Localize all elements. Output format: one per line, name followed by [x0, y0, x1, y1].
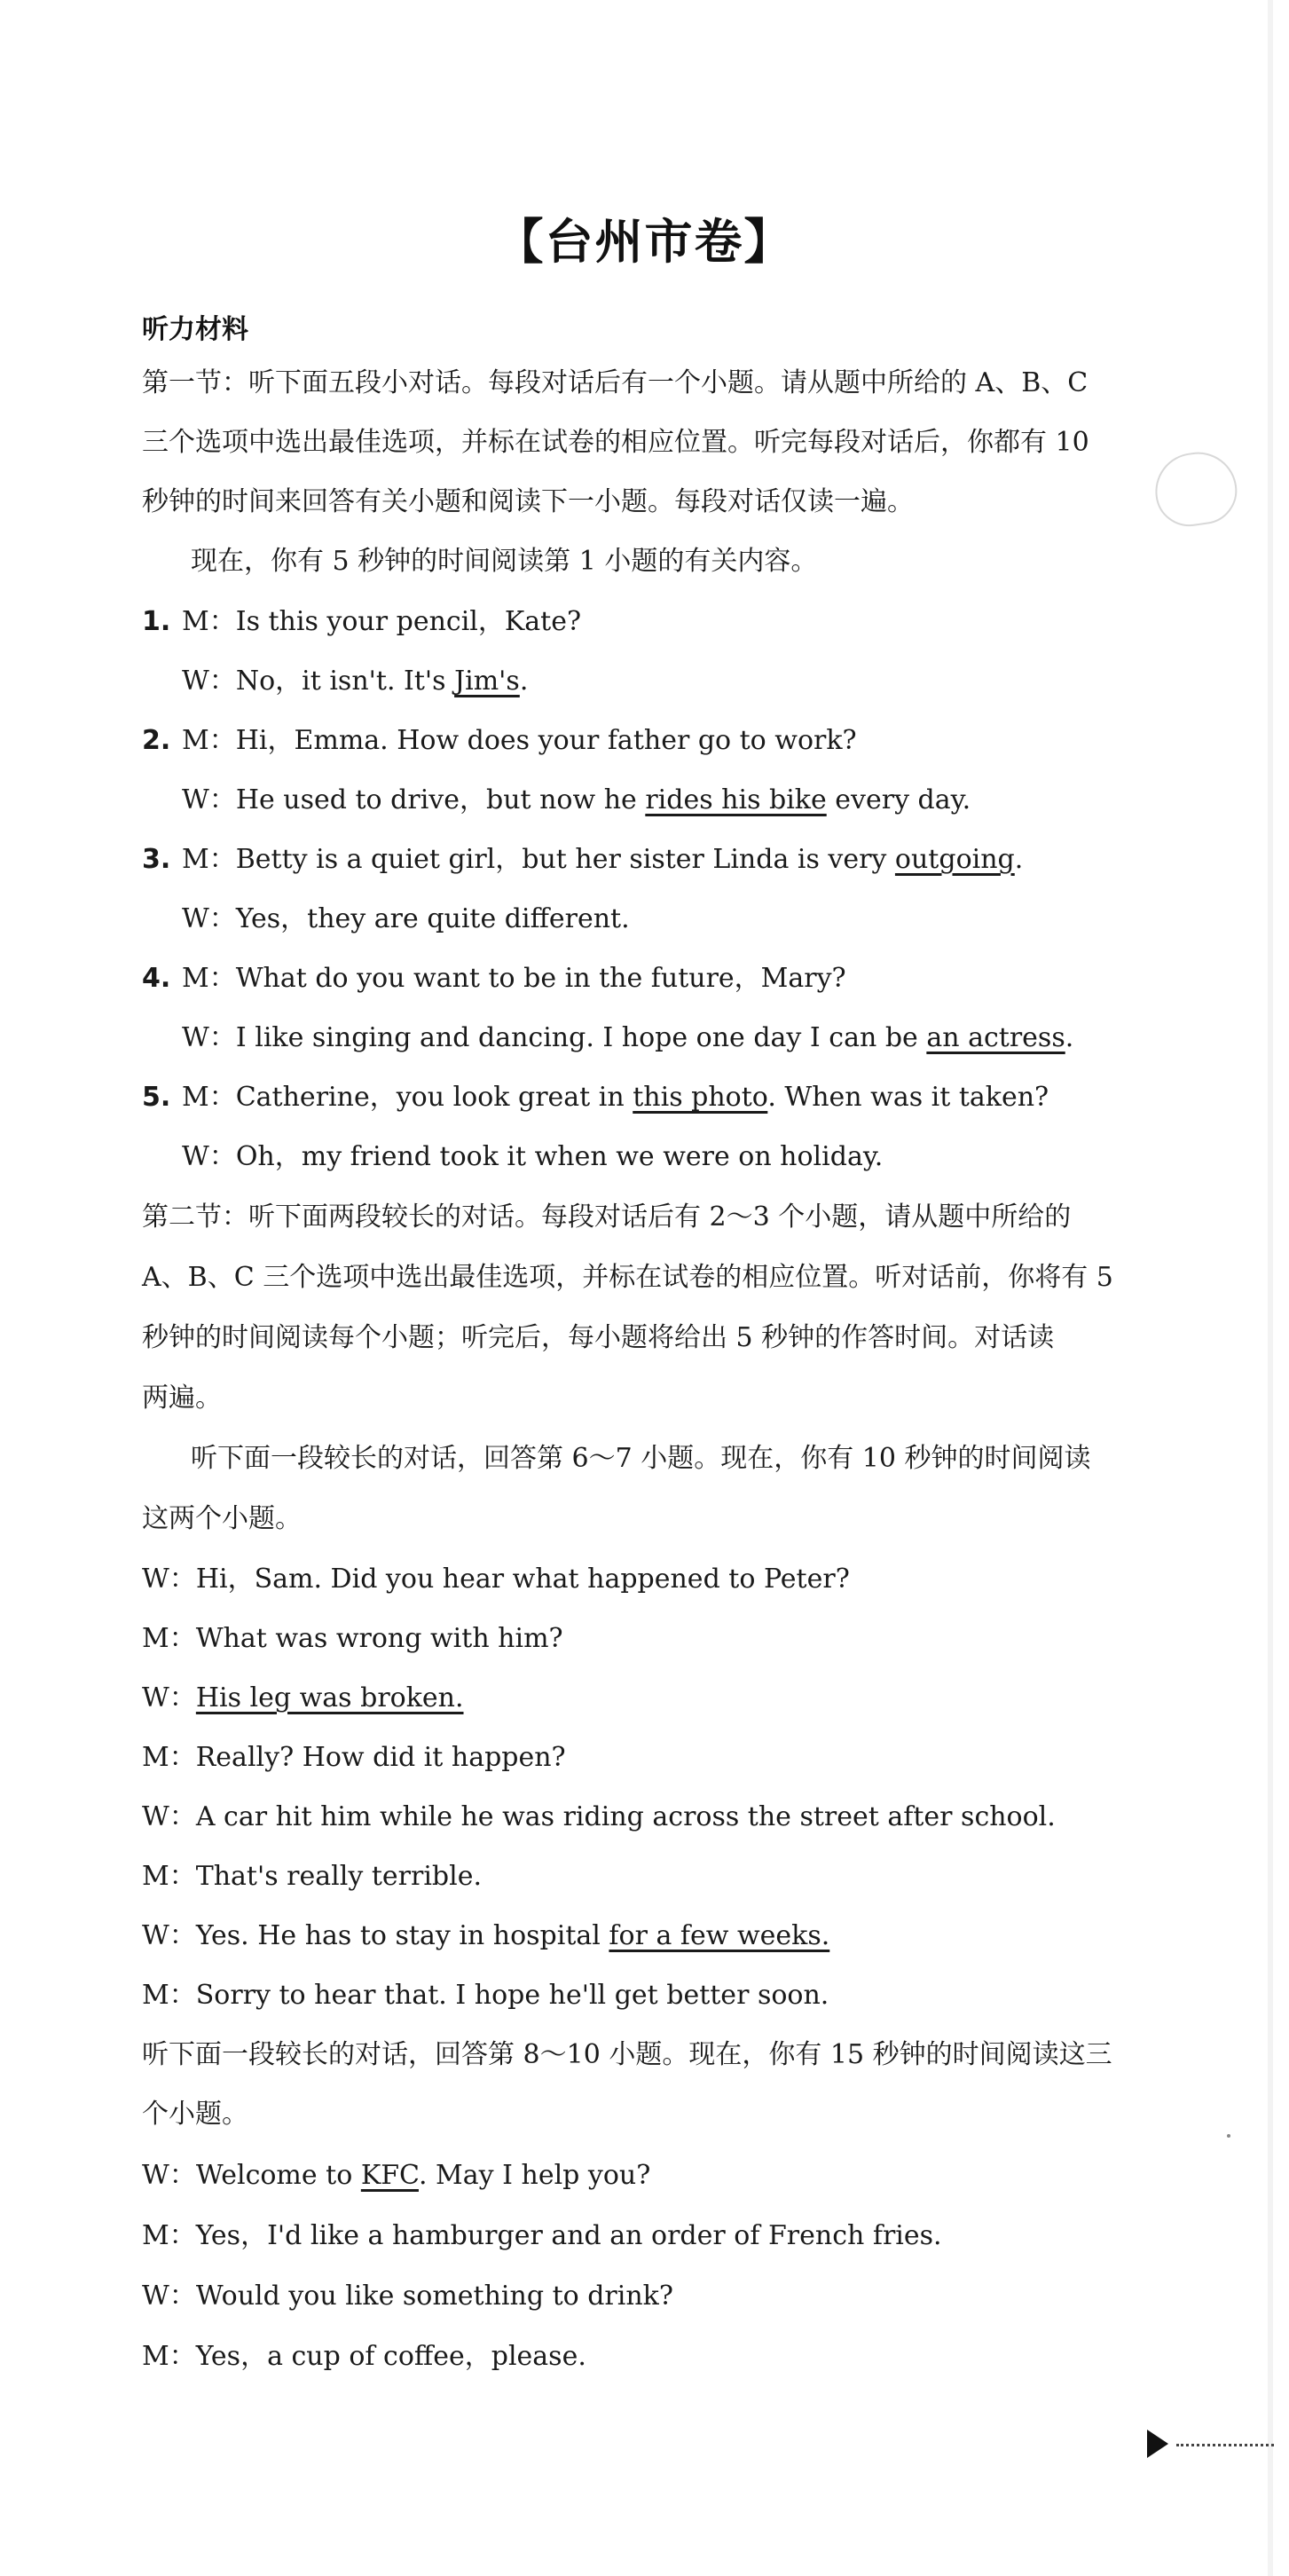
conv1-line-5: W：A car hit him while he was riding across the street after school. [142, 1801, 1056, 1832]
speaker-line: W：No，it isn't. It's [182, 666, 455, 697]
underlined-answer: this photo [633, 1082, 768, 1113]
dialogue-4-m [142, 961, 846, 997]
speaker-line: W：Yes. He has to stay in hospital [142, 1920, 609, 1951]
speaker-line-end: . May I help you? [418, 2160, 651, 2191]
section2-line-2: A、B、C 三个选项中选出最佳选项，并标在试卷的相应位置。听对话前，你将有 5 [142, 1262, 1113, 1293]
print-speck [1227, 2134, 1230, 2138]
underlined-answer: Jim's [454, 666, 520, 697]
dialogue-2-m [142, 723, 857, 759]
speaker-line: W：Yes，they are quite different. [182, 903, 630, 934]
speaker-line-end: . When was it taken? [767, 1082, 1049, 1113]
speaker-line: W：He used to drive，but now he [182, 784, 646, 815]
intro-line-4: 现在，你有 5 秒钟的时间阅读第 1 小题的有关内容。 [191, 546, 818, 577]
question-number: 2. [142, 725, 171, 756]
intro8-line-2: 个小题。 [142, 2099, 248, 2130]
dialogue-3-w [182, 902, 630, 937]
dialogue-5-m [142, 1080, 1049, 1115]
next-page-arrow-icon[interactable] [1147, 2430, 1168, 2458]
conv2-line-4: M：Yes，a cup of coffee，please. [142, 2341, 586, 2372]
intro6-line-2: 这两个小题。 [142, 1503, 302, 1534]
dialogue-5-w [182, 1139, 883, 1175]
intro8-line-1: 听下面一段较长的对话，回答第 8～10 小题。现在，你有 15 秒钟的时间阅读这三 [142, 2039, 1112, 2070]
speaker-line: M：Hi，Emma. How does your father go to work? [182, 725, 857, 756]
stamp-seal [1151, 447, 1242, 531]
dialogue-3-m [142, 842, 1023, 878]
underlined-answer: outgoing [894, 844, 1015, 875]
section-heading: 听力材料 [142, 314, 248, 345]
speaker-line: M：Is this your pencil，Kate? [182, 606, 582, 637]
speaker-line: M：Catherine，you look great in [182, 1082, 633, 1113]
question-number: 1. [142, 606, 171, 637]
speaker-line: M：What do you want to be in the future，Mary? [182, 963, 846, 994]
page-title: 【台州市卷】 [495, 214, 794, 270]
section2-line-3: 秒钟的时间阅读每个小题；听完后，每小题将给出 5 秒钟的作答时间。对话读 [142, 1322, 1055, 1353]
underlined-answer: His leg was broken. [195, 1682, 464, 1713]
question-number: 3. [142, 844, 171, 875]
conv1-line-2: M：What was wrong with him? [142, 1623, 563, 1654]
speaker-line-end: . [1014, 844, 1024, 875]
speaker-line-end: . [519, 666, 529, 697]
underlined-answer: for a few weeks. [609, 1920, 830, 1951]
speaker-line-end: every day. [826, 784, 971, 815]
dialogue-1-w [182, 664, 528, 699]
section2-line-4: 两遍。 [142, 1383, 222, 1414]
question-number: 4. [142, 963, 171, 994]
conv2-line-2: M：Yes，I'd like a hamburger and an order of French fries. [142, 2220, 942, 2251]
underlined-answer: rides his bike [645, 784, 827, 815]
speaker-line: W：Welcome to [142, 2160, 361, 2191]
page-edge-shadow [1268, 0, 1273, 2576]
intro-line-3: 秒钟的时间来回答有关小题和阅读下一小题。每段对话仅读一遍。 [142, 486, 914, 517]
intro-line-2: 三个选项中选出最佳选项，并标在试卷的相应位置。听完每段对话后，你都有 10 [142, 427, 1089, 458]
conv1-line-3 [142, 1681, 464, 1716]
question-number: 5. [142, 1082, 171, 1113]
section2-line-1: 第二节：听下面两段较长的对话。每段对话后有 2～3 个小题，请从题中所给的 [142, 1201, 1072, 1233]
conv1-line-7 [142, 1918, 829, 1954]
conv2-line-1 [142, 2158, 650, 2194]
speaker-line-end: . [1065, 1022, 1074, 1053]
dialogue-1-m [142, 604, 581, 640]
conv1-line-1: W：Hi，Sam. Did you hear what happened to Peter? [142, 1564, 850, 1595]
conv1-line-8: M：Sorry to hear that. I hope he'll get better soon. [142, 1980, 829, 2011]
intro6-line-1: 听下面一段较长的对话，回答第 6～7 小题。现在，你有 10 秒钟的时间阅读 [191, 1443, 1091, 1474]
conv1-line-4: M：Really? How did it happen? [142, 1742, 566, 1773]
dialogue-4-w [182, 1020, 1073, 1056]
dialogue-2-w [182, 783, 971, 818]
speaker-line: M：Betty is a quiet girl，but her sister Linda is very [182, 844, 895, 875]
speaker-line: W： [142, 1682, 196, 1713]
next-page-dotted-line [1176, 2444, 1274, 2446]
underlined-answer: KFC [360, 2160, 419, 2191]
conv2-line-3: W：Would you like something to drink? [142, 2281, 673, 2312]
conv1-line-6: M：That's really terrible. [142, 1861, 482, 1892]
speaker-line: W：I like singing and dancing. I hope one day I can be [182, 1022, 927, 1053]
speaker-line: W：Oh，my friend took it when we were on holiday. [182, 1141, 884, 1172]
underlined-answer: an actress [926, 1022, 1065, 1053]
intro-line-1: 第一节：听下面五段小对话。每段对话后有一个小题。请从题中所给的 A、B、C [142, 367, 1089, 398]
